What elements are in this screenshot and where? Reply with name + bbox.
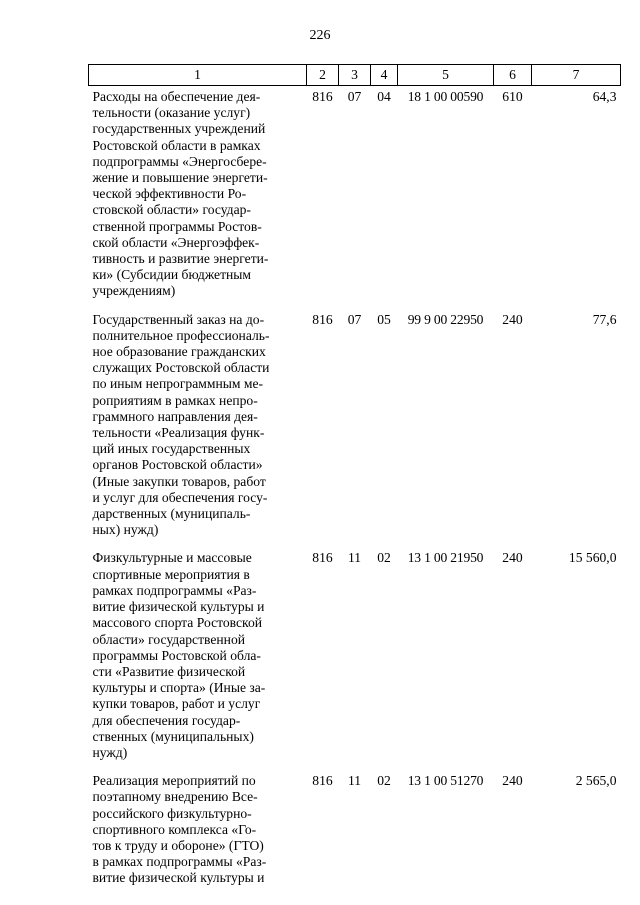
subsection-code: 02: [377, 550, 391, 566]
expense-type-code: 240: [502, 550, 523, 566]
column-header-6: 6: [494, 65, 532, 86]
column-header-2: 2: [307, 65, 339, 86]
row-description: Физкультурные и массовые спортивные мероприятия в рамках подпрограммы «Раз- витие физической культуры и массового спорта Ростовской области» государственной программы Ростовской обла- сти «Развитие физической культуры и спорта» (Иные за- купки товаров, работ и услуг для обеспечения государ- ственных (муниципальных) нужд): [92, 550, 266, 760]
column-header-7: 7: [532, 65, 621, 86]
row-description: Государственный заказ на до- полнительное профессиональ- ное образование гражданских служащих Ростовской области по иным непрограммным ме- роприятиям в рамках непро- граммного направления дея- тельности «Реализация функ- ций иных государственных органов Ростовской области» (Иные закупки товаров, работ и услуг для обеспечения госу- дарственных (муниципаль- ных) нужд): [92, 311, 270, 538]
ministry-code: 816: [312, 550, 333, 566]
table-row: [89, 770, 621, 895]
amount-value: 2 565,0: [575, 773, 617, 789]
amount-value: 15 560,0: [568, 550, 617, 566]
section-code: 11: [347, 773, 362, 789]
column-header-1: 1: [89, 65, 307, 86]
table-row: [89, 547, 621, 770]
section-code: 11: [347, 550, 362, 566]
expense-type-code: 240: [502, 773, 523, 789]
column-header-3: 3: [339, 65, 371, 86]
target-article-code: 99 9 00 22950: [407, 311, 484, 327]
expense-type-code: 610: [502, 89, 523, 104]
expense-type-code: 240: [502, 311, 523, 327]
budget-table: [88, 64, 621, 896]
column-header-4: 4: [371, 65, 398, 86]
subsection-code: 02: [377, 773, 391, 789]
table-row: [89, 86, 621, 309]
table-header-row: [89, 65, 621, 86]
ministry-code: 816: [312, 311, 333, 327]
row-description: Расходы на обеспечение дея- тельности (оказание услуг) государственных учреждений Ростовской области в рамках подпрограммы «Энергосбере- жение и повышение энергети- ческой эффективности Ро- стовской области» государ- ственной программы Ростов- ской области «Энергоэффек- тивность и развитие энергети- ки» (Субсидии бюджетным учреждениям): [92, 89, 269, 299]
subsection-code: 04: [377, 89, 391, 104]
page-number: 226: [309, 28, 331, 43]
target-article-code: 13 1 00 51270: [407, 773, 484, 789]
table-row: [89, 309, 621, 548]
subsection-code: 05: [377, 311, 391, 327]
row-description: Реализация мероприятий по поэтапному внедрению Все- российского физкультурно- спортивного комплекса «Го- тов к труду и обороне» (ГТО) в рамках подпрограммы «Раз- витие физической культуры и: [92, 773, 267, 886]
ministry-code: 816: [312, 773, 333, 789]
amount-value: 77,6: [592, 311, 617, 327]
target-article-code: 13 1 00 21950: [407, 550, 484, 566]
target-article-code: 18 1 00 00590: [407, 89, 484, 104]
ministry-code: 816: [312, 89, 333, 104]
section-code: 07: [347, 89, 362, 104]
column-header-5: 5: [398, 65, 494, 86]
section-code: 07: [347, 311, 362, 327]
amount-value: 64,3: [592, 89, 617, 104]
